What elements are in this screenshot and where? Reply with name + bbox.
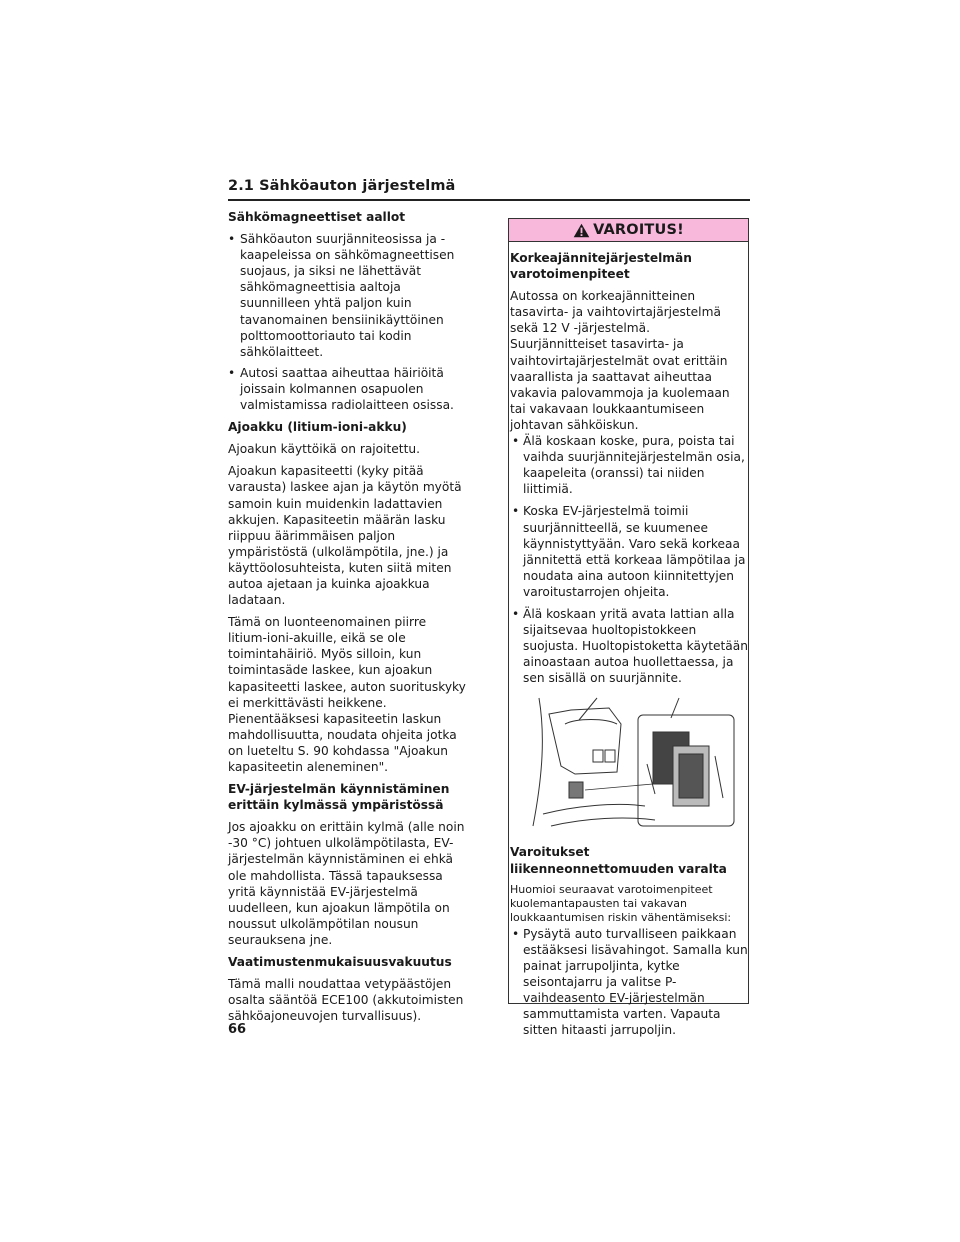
list-item: • Pysäytä auto turvalliseen paikkaan estääksesi lisävahingot. Samalla kun painat jarrupoljinta, kytke seisontajarru ja valitse P-vaihdeasento EV-järjestelmän sammuttamista varten. Vapauta sitten hitaasti jarrupoljin.	[510, 926, 748, 1039]
page-number: 66	[228, 1022, 247, 1037]
list-item: • Autosi saattaa aiheuttaa häiriöitä joissain kolmannen osapuolen valmistamissa radiolaitteen osissa.	[228, 365, 468, 413]
warning-body	[509, 242, 748, 1039]
bullet-list-accident	[510, 926, 748, 1039]
list-item: • Koska EV-järjestelmä toimii suurjännitteellä, se kuumenee käynnistyttyään. Varo sekä korkeaa jännitettä että korkeaa lämpötilaa ja noudata aina autoon kiinnitettyjen varoitustarrojen ohjeita.	[510, 503, 748, 600]
paragraph: Ajoakun kapasiteetti (kyky pitää varausta) laskee ajan ja käytön myötä samoin kuin muidenkin ladattavien akkujen. Kapasiteetin määrän lasku riippuu äärimmäisen paljon ympäristöstä (ulkolämpötila, jne.) ja käyttöolosuhteista, kuten siitä miten autoa ajetaan ja kuinka ajoakkua ladataan.	[228, 464, 462, 608]
heading-electromagnetic-waves: Sähkömagneettiset aallot	[228, 210, 406, 224]
paragraph: Tämä on luonteenomainen piirre litium-ioni-akuille, eikä se ole toimintahäiriö. Myös silloin, kun toimintasäde laskee, kun ajoakun kapasiteetti laskee, auton suorituskyky ei merkittävästi heikkene. Pienentääksesi kapasiteetin laskun mahdollisuutta, noudata ohjeita jotka on lueteltu S. 90 kohdassa "Ajoakun kapasiteetin aleneminen".	[228, 615, 466, 774]
list-item: • Älä koskaan yritä avata lattian alla sijaitsevaa huoltopistokkeen suojusta. Huoltopistoketta käytetään ainoastaan autoa huollettaessa, ja sen sisällä on suurjännite.	[510, 606, 748, 686]
heading-traffic-accident-warnings: Varoitukset liikenneonnettomuuden varalta	[510, 845, 727, 876]
paragraph: Autossa on korkeajännitteinen tasavirta- ja vaihtovirtajärjestelmä sekä 12 V -järjestelmä. Suurjännitteiset tasavirta- ja vaihtovirtajärjestelmät ovat erittäin vaarallista ja saattavat aiheuttaa vakavia palovammoja ja kuolemaan tai vakavaan loukkaantumiseen johtavan sähköiskun.	[510, 289, 730, 432]
list-item: • Älä koskaan koske, pura, poista tai vaihda suurjännitejärjestelmän osia, kaapeleita (oranssi) tai niiden liittimiä.	[510, 433, 748, 497]
left-column	[228, 209, 468, 1030]
paragraph: Tämä malli noudattaa vetypäästöjen osalta sääntöä ECE100 (akkutoimisten sähköajoneuvojen turvallisuus).	[228, 977, 464, 1024]
header-divider	[228, 199, 750, 201]
section-title: 2.1 Sähköauton järjestelmä	[228, 178, 456, 194]
bullet-list-high-voltage	[510, 433, 748, 686]
paragraph: Ajoakun käyttöikä on rajoitettu.	[228, 442, 420, 457]
paragraph: Jos ajoakku on erittäin kylmä (alle noin -30 °C) johtuen ulkolämpötilasta, EV-järjestelmän käynnistäminen ei ehkä ole mahdollista. Tässä tapauksessa yritä käynnistää EV-järjestelmä uudelleen, kun ajoakun lämpötila on noussut ulkolämpötilan nousun seurauksena jne.	[228, 820, 465, 947]
warning-header	[509, 219, 748, 242]
service-plug-illustration	[525, 694, 737, 834]
heading-cold-start: EV-järjestelmän käynnistäminen erittäin kylmässä ympäristössä	[228, 782, 450, 813]
warning-box	[508, 218, 749, 1038]
warning-triangle-icon	[573, 223, 590, 238]
paragraph: Huomioi seuraavat varotoimenpiteet kuolemantapausten tai vakavan loukkaantumisen riskin vähentämiseksi:	[510, 882, 732, 925]
heading-declaration-of-conformity: Vaatimustenmukaisuusvakuutus	[228, 955, 452, 970]
bullet-list-electromagnetic	[228, 231, 468, 413]
heading-traction-battery: Ajoakku (litium-ioni-akku)	[228, 420, 407, 435]
heading-high-voltage-precautions: Korkeajännitejärjestelmän varotoimenpiteet	[510, 251, 692, 282]
list-item: • Sähköauton suurjänniteosissa ja -kaapeleissa on sähkömagneettisen suojaus, ja siksi ne lähettävät sähkömagneettisia aaltoja suunnilleen yhtä paljon kuin tavanomainen bensiinikäyttöinen polttomoottoriauto tai kodin sähkölaitteet.	[228, 231, 468, 360]
warning-title: VAROITUS!	[593, 222, 684, 238]
